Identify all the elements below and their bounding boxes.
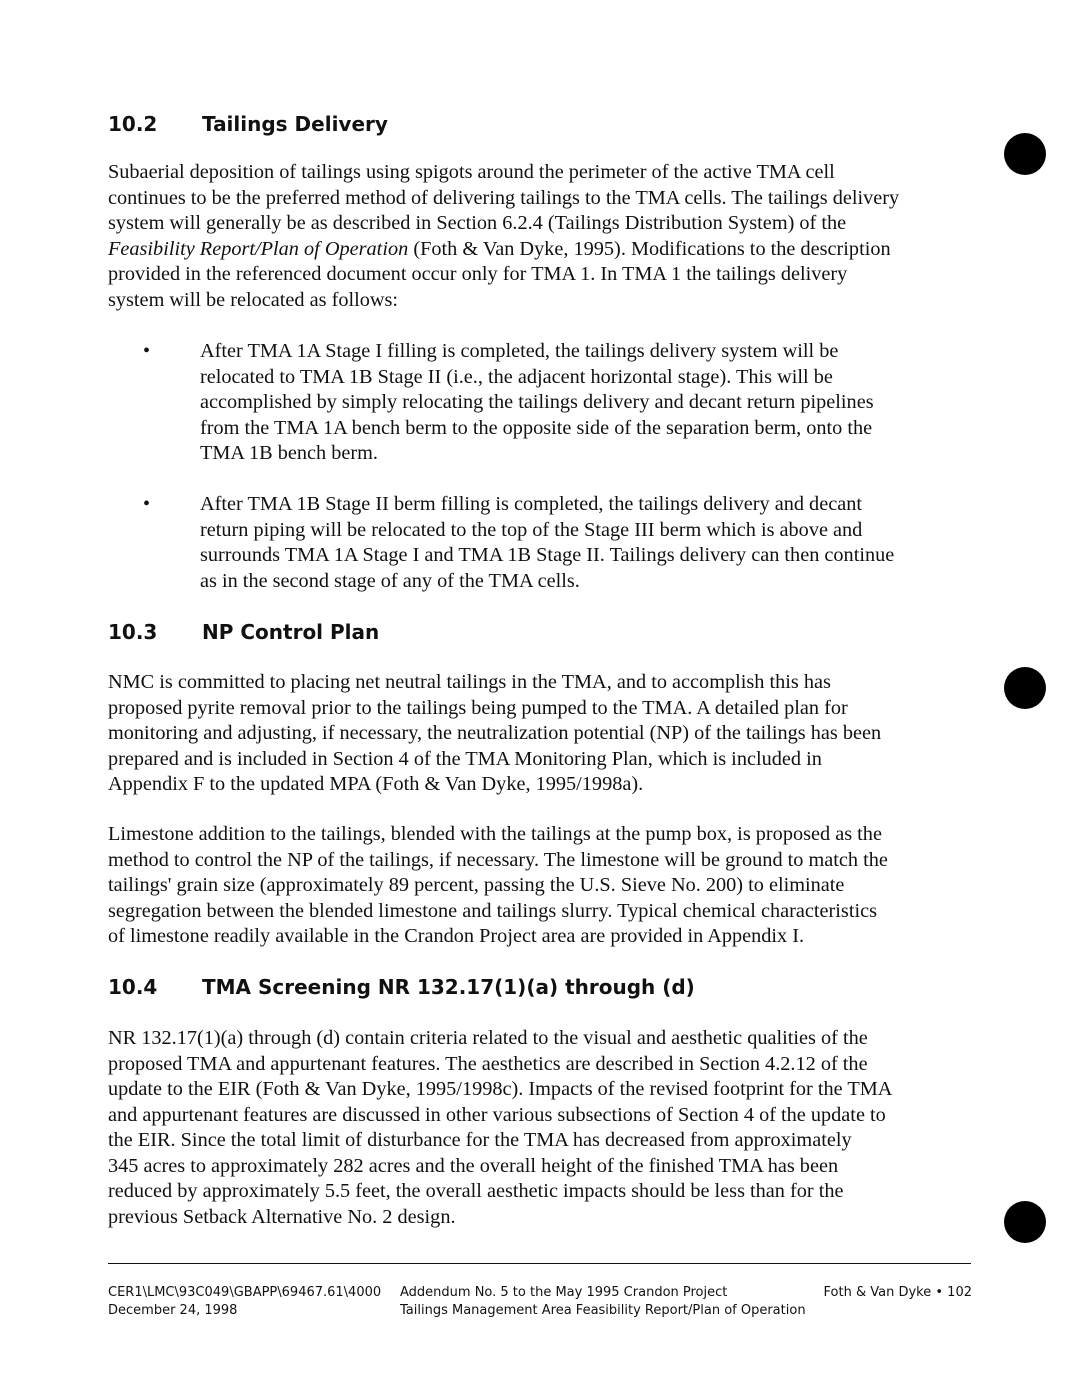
paragraph-np-control-2: [108, 822, 888, 950]
footer-right: [824, 1284, 972, 1302]
footer-left: [108, 1284, 381, 1320]
text-line: 345 acres to approximately 282 acres and the overall height of the finished TMA has been: [108, 1154, 839, 1177]
text-line: previous Setback Alternative No. 2 design.: [108, 1205, 456, 1228]
text-line: Appendix F to the updated MPA (Foth & Van Dyke, 1995/1998a).: [108, 773, 644, 795]
paragraph-tma-screening: [108, 1026, 892, 1230]
section-heading-10-3: [108, 620, 379, 644]
text-line: provided in the referenced document occur only for TMA 1. In TMA 1 the tailings delivery: [108, 263, 848, 285]
paragraph-np-control-1: [108, 670, 881, 798]
bullet-item: [200, 339, 874, 467]
text-fragment: (Foth & Van Dyke, 1995). Modifications to the description: [408, 237, 891, 260]
section-title: Tailings Delivery: [202, 112, 388, 136]
section-heading-10-4: [108, 975, 695, 999]
bullet-marker: •: [143, 493, 151, 515]
hole-punch-top: [1004, 133, 1046, 175]
text-line: from the TMA 1A bench berm to the opposite side of the separation berm, onto the: [200, 416, 873, 439]
document-title-line: Tailings Management Area Feasibility Report/Plan of Operation: [400, 1303, 806, 1318]
hole-punch-bottom: [1004, 1201, 1046, 1243]
text-line: NR 132.17(1)(a) through (d) contain criteria related to the visual and aesthetic qualities of the: [108, 1027, 868, 1049]
text-line: Subaerial deposition of tailings using spigots around the perimeter of the active TMA cell: [108, 161, 835, 183]
footer-date: December 24, 1998: [108, 1303, 238, 1318]
text-line: system will be relocated as follows:: [108, 288, 399, 311]
text-line: return piping will be relocated to the top of the Stage III berm which is above and: [200, 518, 863, 541]
text-line: proposed pyrite removal prior to the tailings being pumped to the TMA. A detailed plan for: [108, 696, 848, 719]
author-page-number: Foth & Van Dyke • 102: [823, 1285, 972, 1300]
text-line: TMA 1B bench berm.: [200, 442, 378, 464]
file-path: CER1\LMC\93C049\GBAPP\69467.61\4000: [108, 1285, 382, 1300]
section-number: 10.3: [108, 620, 158, 644]
text-line: segregation between the blended limestone and tailings slurry. Typical chemical characteristics: [108, 899, 877, 922]
text-line: After TMA 1B Stage II berm filling is completed, the tailings delivery and decant: [200, 493, 862, 515]
text-line: update to the EIR (Foth & Van Dyke, 1995/1998c). Impacts of the revised footprint for the TMA: [108, 1078, 893, 1100]
section-heading-10-2: [108, 112, 388, 136]
text-line: and appurtenant features are discussed in other various subsections of Section 4 of the update to: [108, 1103, 886, 1126]
report-title-italic: Feasibility Report/Plan of Operation: [108, 237, 409, 260]
text-line: accomplished by simply relocating the tailings delivery and decant return pipelines: [200, 391, 874, 413]
text-line: of limestone readily available in the Crandon Project area are provided in Appendix I.: [108, 925, 805, 947]
section-number: 10.4: [108, 975, 158, 999]
text-line: Limestone addition to the tailings, blended with the tailings at the pump box, is proposed as the: [108, 823, 882, 845]
text-line: surrounds TMA 1A Stage I and TMA 1B Stage II. Tailings delivery can then continue: [200, 544, 895, 566]
text-line: tailings' grain size (approximately 89 percent, passing the U.S. Sieve No. 200) to eliminate: [108, 874, 845, 896]
text-line: monitoring and adjusting, if necessary, the neutralization potential (NP) of the tailings has been: [108, 722, 882, 744]
footer-center: [400, 1284, 806, 1320]
text-line: continues to be the preferred method of delivering tailings to the TMA cells. The tailings delivery: [108, 186, 900, 209]
text-line: reduced by approximately 5.5 feet, the overall aesthetic impacts should be less than for the: [108, 1180, 844, 1202]
text-line: as in the second stage of any of the TMA cells.: [200, 569, 580, 592]
text-line: system will generally be as described in Section 6.2.4 (Tailings Distribution System) of the: [108, 212, 847, 234]
section-title: NP Control Plan: [202, 620, 380, 644]
bullet-marker: •: [143, 340, 151, 362]
text-line: prepared and is included in Section 4 of the TMA Monitoring Plan, which is included in: [108, 747, 822, 770]
section-number: 10.2: [108, 112, 158, 136]
text-line: proposed TMA and appurtenant features. The aesthetics are described in Section 4.2.12 of the: [108, 1052, 868, 1075]
text-line: [108, 237, 899, 263]
text-line: method to control the NP of the tailings, if necessary. The limestone will be ground to match the: [108, 848, 888, 871]
section-title: TMA Screening NR 132.17(1)(a) through (d): [202, 975, 695, 999]
text-line: After TMA 1A Stage I filling is completed, the tailings delivery system will be: [200, 340, 839, 362]
text-line: relocated to TMA 1B Stage II (i.e., the adjacent horizontal stage). This will be: [200, 365, 833, 388]
paragraph-tailings-delivery: [108, 160, 899, 313]
document-title-line: Addendum No. 5 to the May 1995 Crandon Project: [400, 1285, 728, 1300]
bullet-item: [200, 492, 894, 594]
footer-divider: [108, 1263, 971, 1264]
text-line: the EIR. Since the total limit of disturbance for the TMA has decreased from approximately: [108, 1129, 852, 1151]
hole-punch-middle: [1004, 667, 1046, 709]
text-line: NMC is committed to placing net neutral tailings in the TMA, and to accomplish this has: [108, 671, 831, 693]
